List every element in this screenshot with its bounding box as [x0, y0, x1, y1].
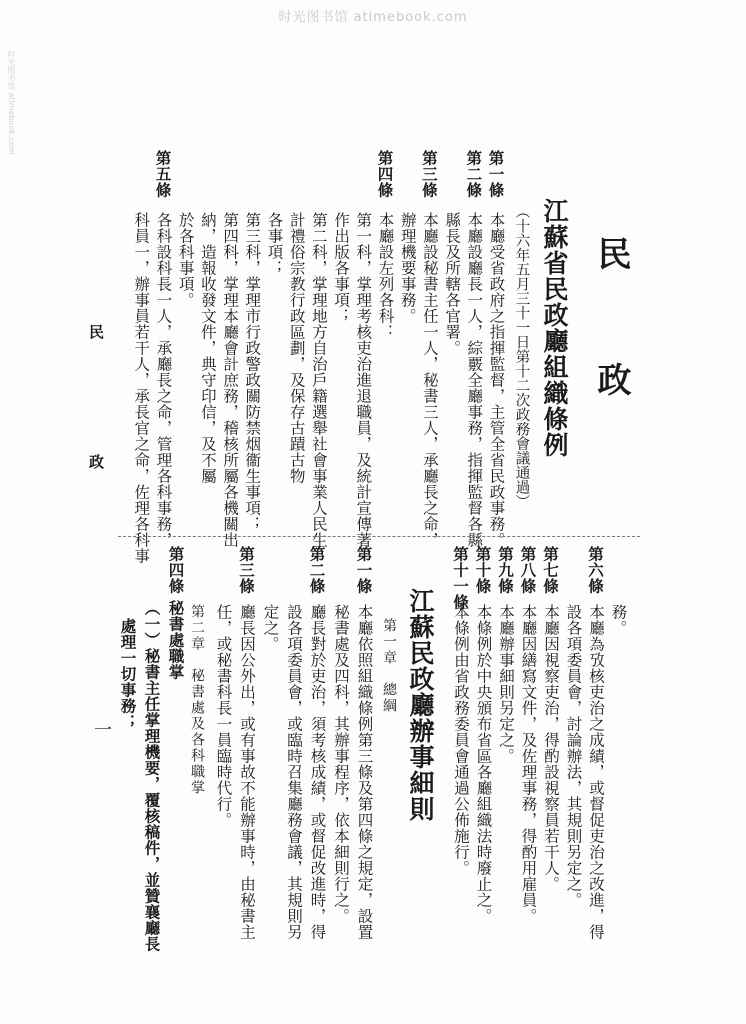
article-text: 廳長因公外出，或有事故不能辦事時，由秘書主 — [238, 604, 256, 940]
article-text: 定之。 — [261, 604, 280, 652]
watermark: 时光图书馆 atimebook.com — [278, 10, 468, 25]
article-label: 第十條 — [473, 546, 493, 594]
article-label: 第五條 — [153, 150, 173, 198]
article-text: 本廳設秘書主任一人，秘書三人，承廳長之命， — [420, 212, 439, 548]
article-text: 各事項； — [265, 212, 284, 276]
article-label: 第六條 — [586, 546, 605, 594]
article-text: 辦理機要事務。 — [398, 212, 417, 324]
article-label: 第九條 — [496, 546, 515, 594]
article-label: 第二條 — [307, 546, 327, 594]
running-footer: 民 政 — [87, 324, 105, 519]
law1-title: 江蘇省民政廳組織條例 — [540, 198, 569, 458]
section-divider — [118, 536, 640, 537]
law2-art4-item1: （一）秘書主任掌理機要，覆核稿件，並贊襄廳長 — [142, 600, 162, 952]
article-text: 任，或秘書科長一員臨時代行。 — [214, 604, 233, 828]
article-text: 本條例由省政務委員會通過公佈施行。 — [452, 604, 470, 876]
article-text: 本廳設廳長一人，綜覈全廳事務，指揮監督各縣 — [465, 212, 484, 548]
article-text: 本廳因視察吏治，得酌設視察員若干人。 — [542, 604, 560, 892]
law2-title: 江蘇民政廳辦事細則 — [406, 588, 435, 822]
article-label: 第一條 — [354, 546, 374, 594]
article-label: 第三條 — [237, 546, 256, 594]
article-text: 本條例於中央頒布省區各廳組織法時廢止之。 — [474, 604, 493, 924]
article-text: 秘書處及四科，其辦事程序，依本細則行之。 — [332, 604, 350, 924]
article-text: 第三科，掌理市行政警政關防禁烟衞生事項； — [243, 212, 262, 532]
article-text: 納，造報收發文件，典守印信，及不屬 — [198, 212, 217, 484]
side-watermark: 时光图书馆 atimebook.com — [7, 50, 16, 155]
article-label: 第八條 — [518, 546, 538, 594]
article-text: 科員一，辦事員若干人，承長官之命，佐理各科事 — [132, 212, 151, 564]
article-label: 第七條 — [541, 546, 560, 594]
article-text: 設各項委員會，討論辦法，其規則另定之。 — [564, 604, 583, 908]
article-text: 本廳辦事細則另定之。 — [497, 604, 515, 764]
article-text: 本廳因繕寫文件，及佐理事務，得酌用雇員。 — [519, 604, 538, 924]
article-text: 於各科事項。 — [176, 212, 195, 308]
article-label: 第三條 — [419, 150, 439, 198]
law2-art4-head: 秘書處職掌 — [166, 600, 186, 680]
article-text: 第一科，掌理考核吏治進退職員，及統計宣傳著 — [354, 212, 373, 548]
article-text: 務。 — [609, 604, 628, 636]
article-text: 本廳為攷核吏治之成績，或督促吏治之改進，得 — [587, 604, 605, 940]
article-text: 本廳受省政府之指揮監督，主管全省民政事務。 — [487, 212, 506, 548]
chapter-heading: 民 政 — [591, 236, 631, 436]
article-text: 本廳設左列各科： — [376, 212, 395, 340]
law1-note: （十六年五月三十一日第十二次政務會議通過） — [513, 204, 530, 509]
article-text: 廳長對於吏治，須考核成績，或督促改進時，得 — [308, 604, 327, 940]
article-text: 縣長及所轄各官署。 — [443, 212, 462, 356]
article-text: 本廳依照組織條例第三條及第四條之規定，設置 — [355, 604, 374, 940]
article-text: 各科設科長一人，承廳長之命，管理各科事務， — [154, 212, 173, 548]
article-text: 第二科，掌理地方自治戶籍選舉社會事業人民生 — [309, 212, 328, 548]
article-label: 第一條 — [486, 150, 506, 198]
page-number: 一 — [91, 720, 112, 738]
article-label: 第二條 — [464, 150, 484, 198]
article-label: 第十一條 — [451, 546, 470, 610]
law2-chapter1: 第一章 總綱 — [381, 618, 397, 714]
article-text: 作出版各事項； — [332, 212, 351, 324]
article-text: 第四科，掌理本廳會計庶務，稽核所屬各機關出 — [221, 212, 240, 548]
article-label: 第四條 — [375, 150, 395, 198]
article-text: 設各項委員會，或臨時召集廳務會議，其規則另 — [285, 604, 303, 940]
law2-art4-item2: 處理一切事務； — [118, 618, 138, 730]
article-text: 計禮俗宗教行政區劃，及保存古蹟古物 — [287, 212, 306, 484]
law2-chapter2: 第二章 秘書處及各科職掌 — [189, 604, 205, 796]
law2-art4-label: 第四條 — [166, 546, 186, 594]
